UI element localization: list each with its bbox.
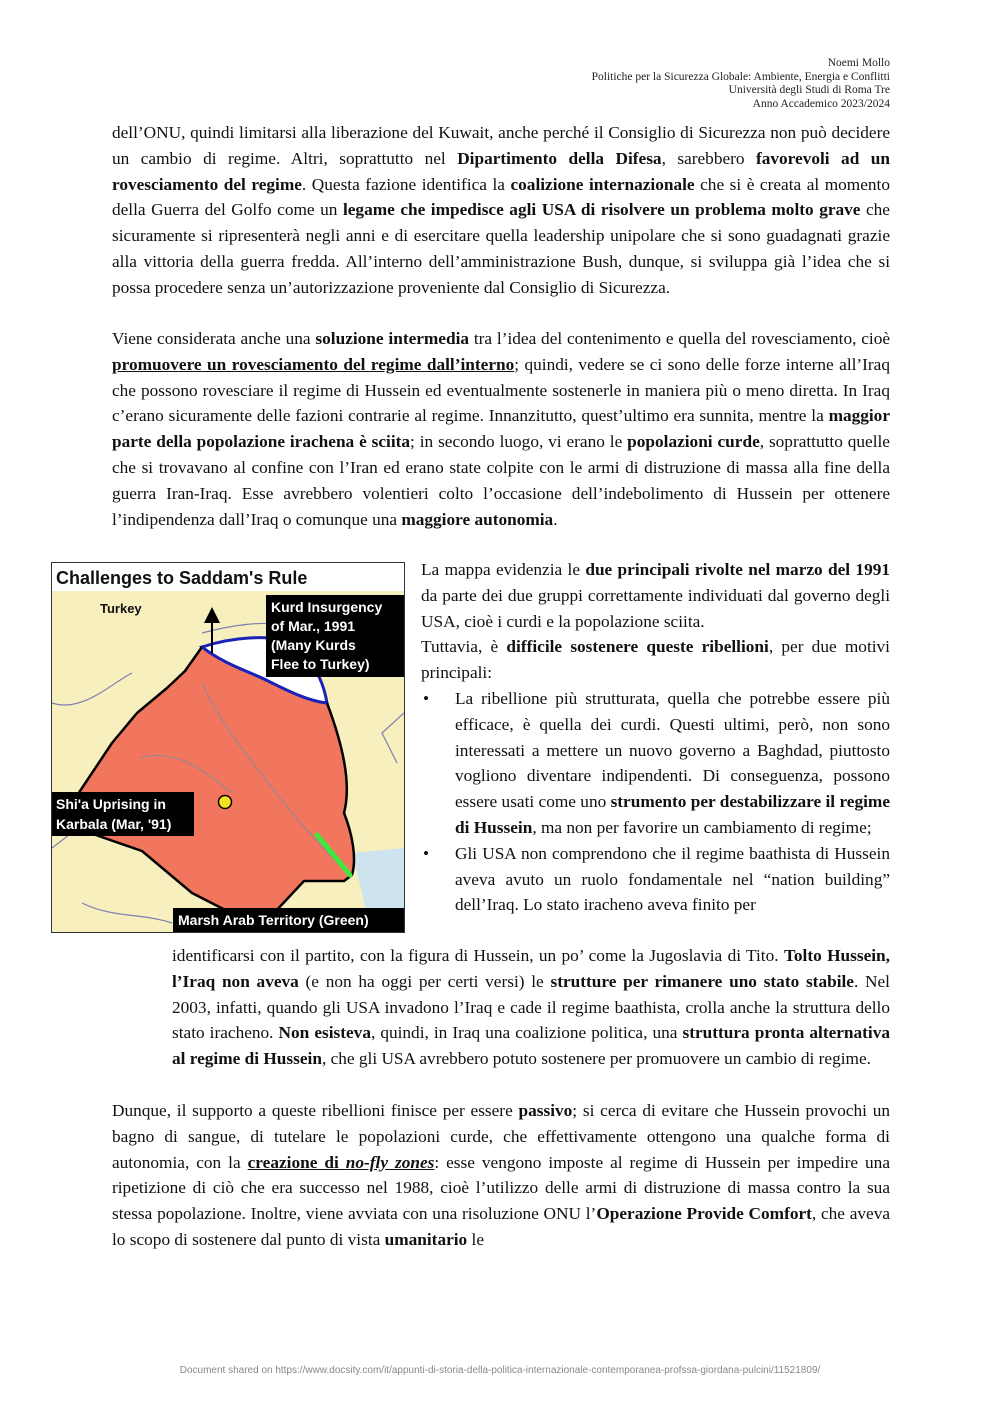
text: identificarsi con il partito, con la figura di Hussein, un po’ come la Jugoslavia di Tito. <box>172 946 784 965</box>
text: , che aveva lo scopo di sostenere dal punto di vista <box>112 1204 891 1249</box>
text: che sicuramente si ripresenterà negli anni e di esercitare quella leadership unipolare che si sono guadagnati grazie alla vittoria della guerra fredda. All’interno dell’amministrazione Bush, dunque, si sviluppa già l’idea che si possa procedere senza un’autorizzazione proveniente dal Consiglio di Sicurezza. <box>112 200 890 297</box>
bullet-item-2 <box>421 841 890 918</box>
bold-text: umanitario <box>384 1229 468 1249</box>
text: le <box>467 1229 484 1249</box>
marsh-label: Marsh Arab Territory (Green) <box>178 912 369 928</box>
text: Tuttavia, è <box>421 637 507 657</box>
iraq-uprisings-map <box>51 562 405 933</box>
bold-text: Tolto Hussein, l’Iraq non aveva <box>172 946 890 991</box>
paragraph-1 <box>112 120 890 301</box>
text: . Nel 2003, infatti, quando gli USA invadono l’Iraq e cade il regime baathista, crolla anche la struttura dello stato iracheno. <box>172 971 890 1043</box>
header-course: Politiche per la Sicurezza Globale: Ambiente, Energia e Conflitti <box>591 70 890 83</box>
bold-text: strutture per rimanere uno stato stabile <box>550 971 854 991</box>
text: , sarebbero <box>661 148 756 168</box>
bold-text: maggiore autonomia <box>401 509 554 529</box>
bold-text: popolazioni curde <box>627 432 760 452</box>
header-author: Noemi Mollo <box>827 57 890 69</box>
bold-text: Non esisteva <box>278 1023 371 1043</box>
page-footer: Document shared on https://www.docsity.com/it/appunti-di-storia-della-politica-internazionale-contemporanea-profssa-giordana-pulcini/11521809/ <box>179 1365 821 1376</box>
text: . <box>553 509 558 529</box>
shia-label-line-1: Shi'a Uprising in <box>56 796 166 812</box>
text: Gli USA non comprendono che il regime baathista di Hussein aveva avuto un ruolo fondamentale nel “nation building” dell’Iraq. Lo stato iracheno aveva finito per <box>455 843 890 915</box>
bold-underlined-text <box>248 1153 435 1172</box>
text: ; quindi, vedere se ci sono delle forze interne all’Iraq che possono rovesciare il regime di Hussein ed eventualmente sostenerle in maniera più o meno diretta. In Iraq c’erano sicuramente delle fazioni contrarie al regime. Innanzitutto, quest’ultimo era sunnita, mentre la <box>112 354 890 426</box>
text: ; in secondo luogo, vi erano le <box>410 432 628 452</box>
bold-text: passivo <box>518 1101 573 1120</box>
text: La ribellione più strutturata, quella che potrebbe essere più efficace, è quella dei curdi. Questi ultimi, però, non sono interessati a mettere un nuovo governo a Baghdad, piuttosto vogliono diventare indipendenti. Di conseguenza, possono essere usati come uno <box>455 688 890 812</box>
shia-label-line-2: Karbala (Mar, '91) <box>56 816 172 832</box>
bold-text: favorevoli ad un rovesciamento del regime <box>112 148 890 194</box>
bullet-icon: • <box>423 688 430 708</box>
bold-text: soluzione intermedia <box>315 329 470 348</box>
bold-text: difficile sostenere queste ribellioni <box>506 637 769 657</box>
text: dell’ONU, quindi limitarsi alla liberazione del Kuwait, anche perché il Consiglio di Sicurezza non può decidere un cambio di regime. Altri, soprattutto nel <box>112 123 890 168</box>
map-title: Challenges to Saddam's Rule <box>56 568 308 588</box>
text: , per due motivi principali: <box>421 637 890 683</box>
header-university: Università degli Studi di Roma Tre <box>728 84 890 96</box>
bold-text: strumento per destabilizzare il regime di Hussein <box>455 792 890 837</box>
kurd-label-line-1: Kurd Insurgency <box>271 599 383 615</box>
text: Dunque, il supporto a queste ribellioni finisce per essere <box>112 1101 519 1120</box>
text: , soprattutto quelle che si trovavano al confine con l’Iran ed erano state colpite con le armi di distruzione di massa alla fine della guerra Iran-Iraq. Esse avrebbero volentieri colto l’occasione dell’indebolimento di Hussein per ottenere l’indipendenza dall’Iraq o comunque una <box>112 432 890 529</box>
text: Viene considerata anche una <box>112 329 316 348</box>
karbala-marker <box>219 796 232 809</box>
page-header <box>592 57 890 111</box>
kurd-label-line-4: Flee to Turkey) <box>271 656 370 672</box>
text: , quindi, in Iraq una coalizione politica, una <box>370 1023 683 1043</box>
map-label-turkey: Turkey <box>100 601 142 616</box>
text: : esse vengono imposte al regime di Hussein per impedire una ripetizione di ciò che era successo nel 1988, cioè l’utilizzo delle armi di distruzione di massa contro la sua stessa popolazione. Inoltre, viene avviata con una risoluzione ONU l’ <box>112 1152 890 1224</box>
bold-text: coalizione internazionale <box>510 174 695 194</box>
bold-text: maggior parte della popolazione irachena è sciita <box>112 406 890 452</box>
bold-text: Dipartimento della Difesa <box>457 148 662 168</box>
italic-text: no-fly zones <box>345 1152 435 1172</box>
kurd-label-line-3: (Many Kurds <box>271 637 356 653</box>
text: . Questa fazione identifica la <box>301 174 511 194</box>
paragraph-4 <box>112 1098 890 1253</box>
text: ; si cerca di evitare che Hussein provochi un bagno di sangue, di tutelare le popolazioni curde, che effettivamente ottengono una qualche forma di autonomia, con la <box>112 1101 890 1172</box>
paragraph-3a <box>421 557 890 634</box>
header-year: Anno Accademico 2023/2024 <box>752 97 890 110</box>
text: da parte dei due gruppi correttamente individuati dal governo degli USA, cioè i curdi e la popolazione sciita. <box>421 585 890 631</box>
text: che si è creata al momento della Guerra del Golfo come un <box>112 174 890 220</box>
bold-text: legame che impedisce agli USA di risolvere un problema molto grave <box>342 200 861 220</box>
kurd-label-line-2: of Mar., 1991 <box>271 618 356 634</box>
bold-text: due principali rivolte nel marzo del 1991 <box>585 560 890 579</box>
text: tra l’idea del contenimento e quella del rovesciamento, cioè <box>469 329 891 348</box>
text: , ma non per favorire un cambiamento di regime; <box>532 817 872 837</box>
text: La mappa evidenzia le <box>421 560 586 579</box>
text: (e non ha oggi per certi versi) le <box>298 971 551 991</box>
bold-text: struttura pronta alternativa al regime di Hussein <box>172 1023 891 1069</box>
right-column <box>421 557 890 918</box>
bold-text: Operazione Provide Comfort <box>596 1204 812 1224</box>
text: creazione di <box>247 1152 346 1172</box>
text: , che gli USA avrebbero potuto sostenere per promuovere un cambio di regime. <box>321 1049 871 1069</box>
paragraph-3b <box>421 634 890 686</box>
bold-underlined-text: promuovere un rovesciamento del regime dall’interno <box>112 354 515 374</box>
bullet-2-continuation <box>172 943 890 1072</box>
bullet-item-1 <box>421 686 890 841</box>
bullet-icon: • <box>423 843 430 863</box>
paragraph-2 <box>112 326 890 532</box>
